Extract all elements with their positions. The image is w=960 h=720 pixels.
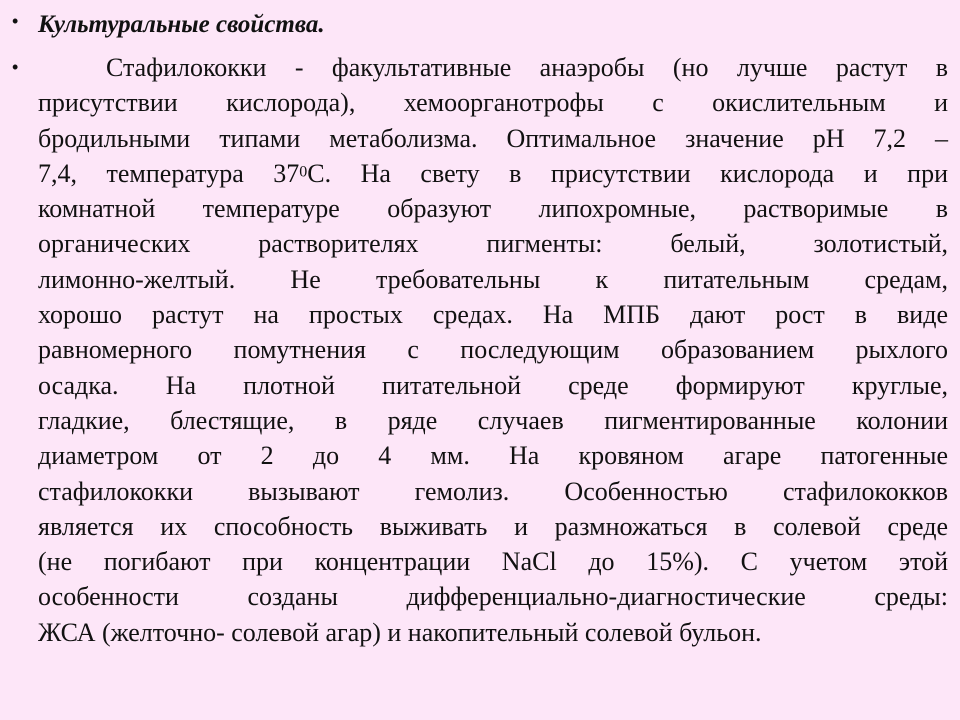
text-line: присутствии кислорода), хемоорганотрофы с окислительным и — [38, 88, 948, 118]
text-line: органических растворителях пигменты: белый, золотистый, — [38, 229, 948, 259]
bullet-marker: • — [12, 11, 19, 31]
text-line: диаметром от 2 до 4 мм. На кровяном агаре патогенные — [38, 441, 948, 471]
text-line: является их способность выживать и размножаться в солевой среде — [38, 511, 948, 541]
text-line: хорошо растут на простых средах. На МПБ дают рост в виде — [38, 300, 948, 330]
text-line: бродильными типами метаболизма. Оптимальное значение рН 7,2 – — [38, 123, 948, 153]
text-line: ЖСА (желточно- солевой агар) и накопительный солевой бульон. — [38, 617, 762, 647]
degree-superscript: 0 — [299, 163, 308, 181]
body-paragraph — [38, 50, 948, 650]
text-line: Стафилококки - факультативные анаэробы (но лучше растут в — [106, 53, 948, 82]
temperature-text: 7,4, температура 37 — [38, 158, 300, 188]
text-line: лимонно-желтый. Не требовательны к питательным средам, — [38, 264, 948, 294]
text-line: гладкие, блестящие, в ряде случаев пигментированные колонии — [38, 405, 948, 435]
bullet-marker: • — [12, 57, 19, 77]
text-line: особенности созданы дифференциально-диагностические среды: — [38, 582, 948, 612]
text-line: равномерного помутнения с последующим образованием рыхлого — [38, 335, 948, 365]
text-line-temperature — [38, 156, 948, 191]
text-line: стафилококки вызывают гемолиз. Особенностью стафилококков — [38, 476, 948, 506]
text-line: (не погибают при концентрации NaCl до 15%). С учетом этой — [38, 547, 948, 577]
temperature-unit-text: С. На свету в присутствии кислорода и при — [307, 158, 948, 188]
text-line: осадка. На плотной питательной среде формируют круглые, — [38, 370, 948, 400]
text-line: комнатной температуре образуют липохромные, растворимые в — [38, 194, 948, 224]
section-heading: Культуральные свойства. — [38, 11, 325, 38]
